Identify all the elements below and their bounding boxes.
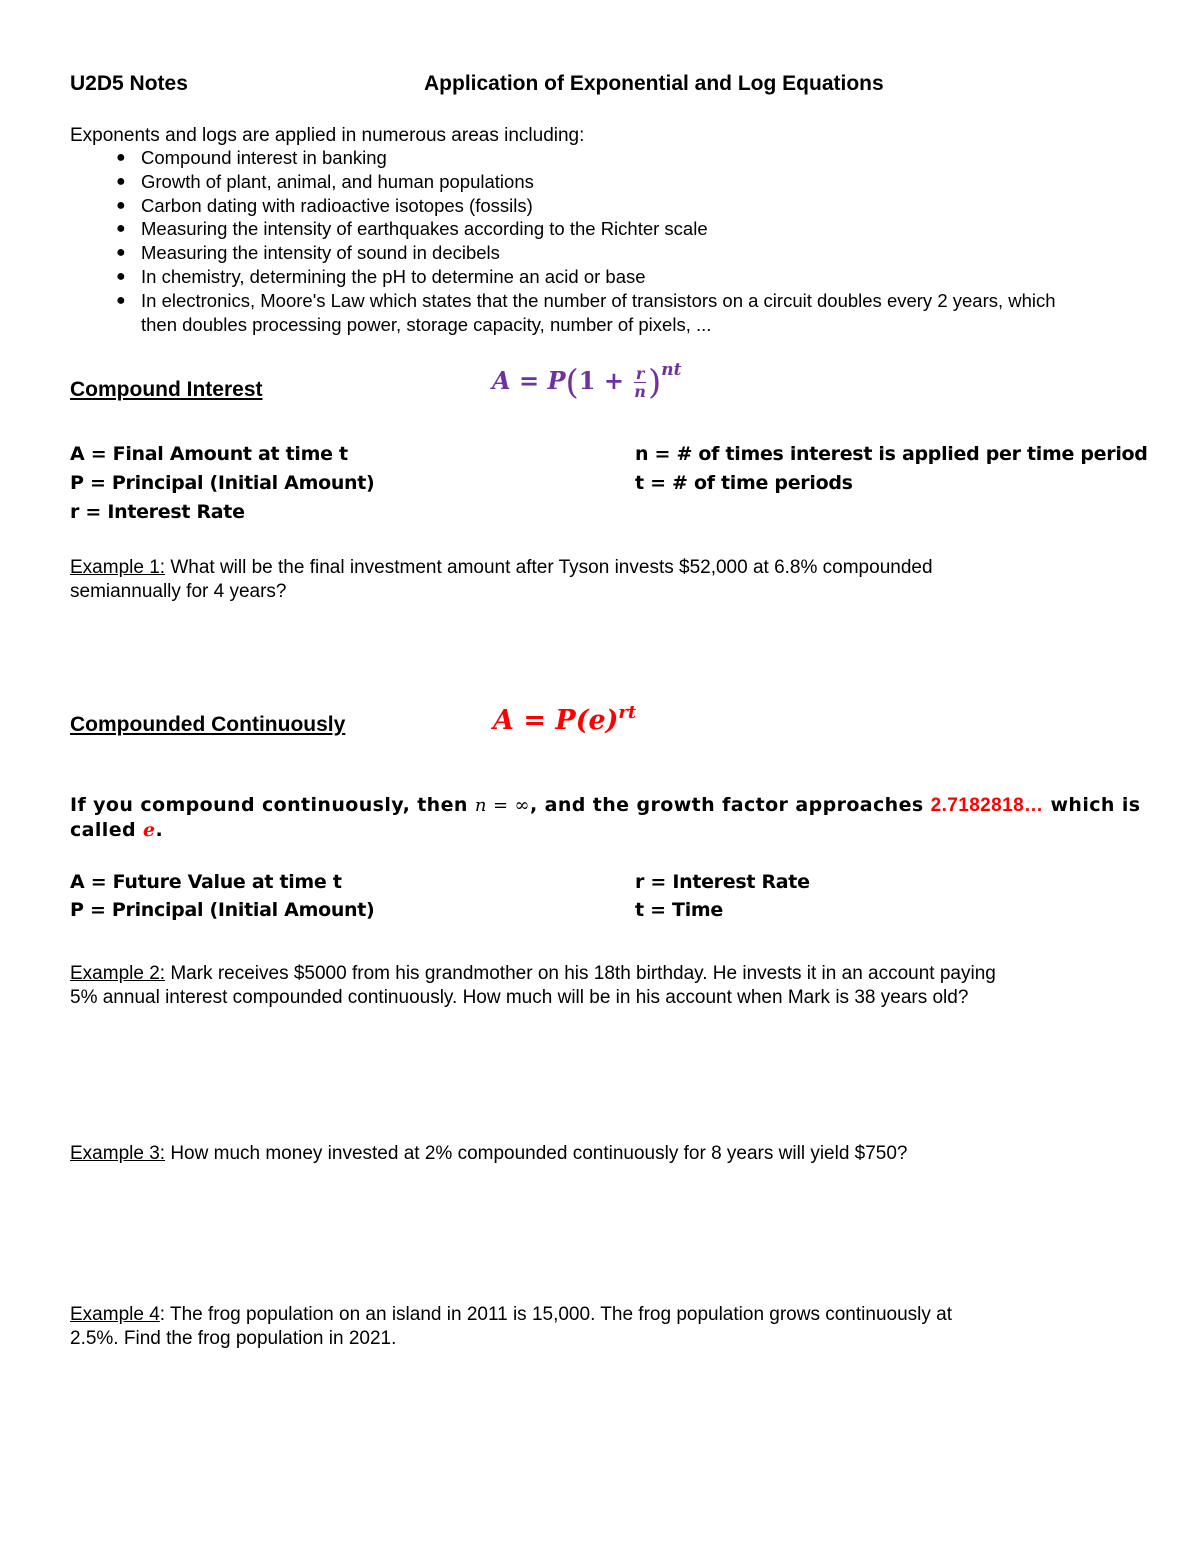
example-4: Example 4: The frog population on an island in 2011 is 15,000. The frog population grows continuously at [70, 1304, 952, 1325]
def-time-continuous: t = Time [635, 899, 723, 921]
e-value: 2.7182818… [930, 795, 1044, 816]
bullet-icon: ● [116, 196, 126, 214]
example-2-line2: 5% annual interest compounded continuously. How much will be in his account when Mark is 38 years old? [70, 987, 969, 1008]
def-time-periods: t = # of time periods [635, 472, 853, 494]
applications-list [70, 146, 1150, 336]
list-item: ● Measuring the intensity of sound in decibels [116, 242, 500, 264]
compound-interest-formula: A = P(1 + $\frac{r}{n}$ )$^{nt}$ [492, 360, 682, 403]
continuous-heading: Compounded Continuously [70, 713, 346, 736]
list-item: ● In electronics, Moore's Law which states that the number of transistors on a circuit doubles every 2 years, which [116, 289, 1056, 311]
example-1-line2: semiannually for 4 years? [70, 581, 287, 602]
list-item: ● Compound interest in banking [116, 147, 387, 168]
continuous-note: If you compound continuously, then n = ∞, and the growth factor approaches 2.7182818… which is [70, 794, 1141, 816]
list-item-continuation: then doubles processing power, storage capacity, number of pixels, ... [141, 313, 712, 335]
list-item: ● Measuring the intensity of earthquakes according to the Richter scale [116, 218, 708, 240]
def-interest-rate: r = Interest Rate [70, 501, 245, 523]
bullet-icon: ● [116, 149, 126, 166]
def-future-value: A = Future Value at time t [70, 871, 342, 893]
def-principal-continuous: P = Principal (Initial Amount) [70, 899, 375, 921]
list-item: ● In chemistry, determining the pH to determine an acid or base [116, 265, 646, 287]
example-2-label: Example 2: [70, 963, 166, 984]
list-item: ● Carbon dating with radioactive isotopes (fossils) [116, 194, 533, 216]
rate-fraction: $\frac{r}{n}$ [634, 364, 646, 401]
continuous-note-line2: called e. [70, 819, 164, 841]
e-symbol: e [143, 819, 156, 841]
bullet-icon: ● [116, 267, 126, 285]
example-1: Example 1: What will be the final investment amount after Tyson invests $52,000 at 6.8% compounded [70, 557, 933, 578]
def-principal: P = Principal (Initial Amount) [70, 472, 375, 494]
compound-interest-heading: Compound Interest [70, 378, 263, 401]
intro-text: Exponents and logs are applied in numerous areas including: [70, 125, 585, 146]
doc-code: U2D5 Notes [70, 72, 188, 95]
example-2: Example 2: Mark receives $5000 from his grandmother on his 18th birthday. He invests it in an account paying [70, 963, 996, 984]
page-title: Application of Exponential and Log Equations [424, 72, 884, 95]
def-rate-continuous: r = Interest Rate [635, 871, 810, 893]
example-4-label: Example 4 [70, 1304, 160, 1325]
bullet-icon: ● [116, 220, 126, 238]
def-times-applied: n = # of times interest is applied per time period [635, 443, 1148, 465]
bullet-icon: ● [116, 172, 126, 190]
example-4-line2: 2.5%. Find the frog population in 2021. [70, 1328, 397, 1349]
example-1-label: Example 1: [70, 557, 166, 578]
bullet-icon: ● [116, 244, 126, 262]
example-3: Example 3: How much money invested at 2% compounded continuously for 8 years will yield $750? [70, 1143, 908, 1164]
continuous-formula: $A = P(e)^{rt}$ [493, 702, 637, 736]
bullet-icon: ● [116, 291, 126, 309]
def-final-amount: A = Final Amount at time t [70, 443, 348, 465]
example-3-label: Example 3: [70, 1143, 166, 1164]
list-item: ● Growth of plant, animal, and human populations [116, 170, 534, 192]
